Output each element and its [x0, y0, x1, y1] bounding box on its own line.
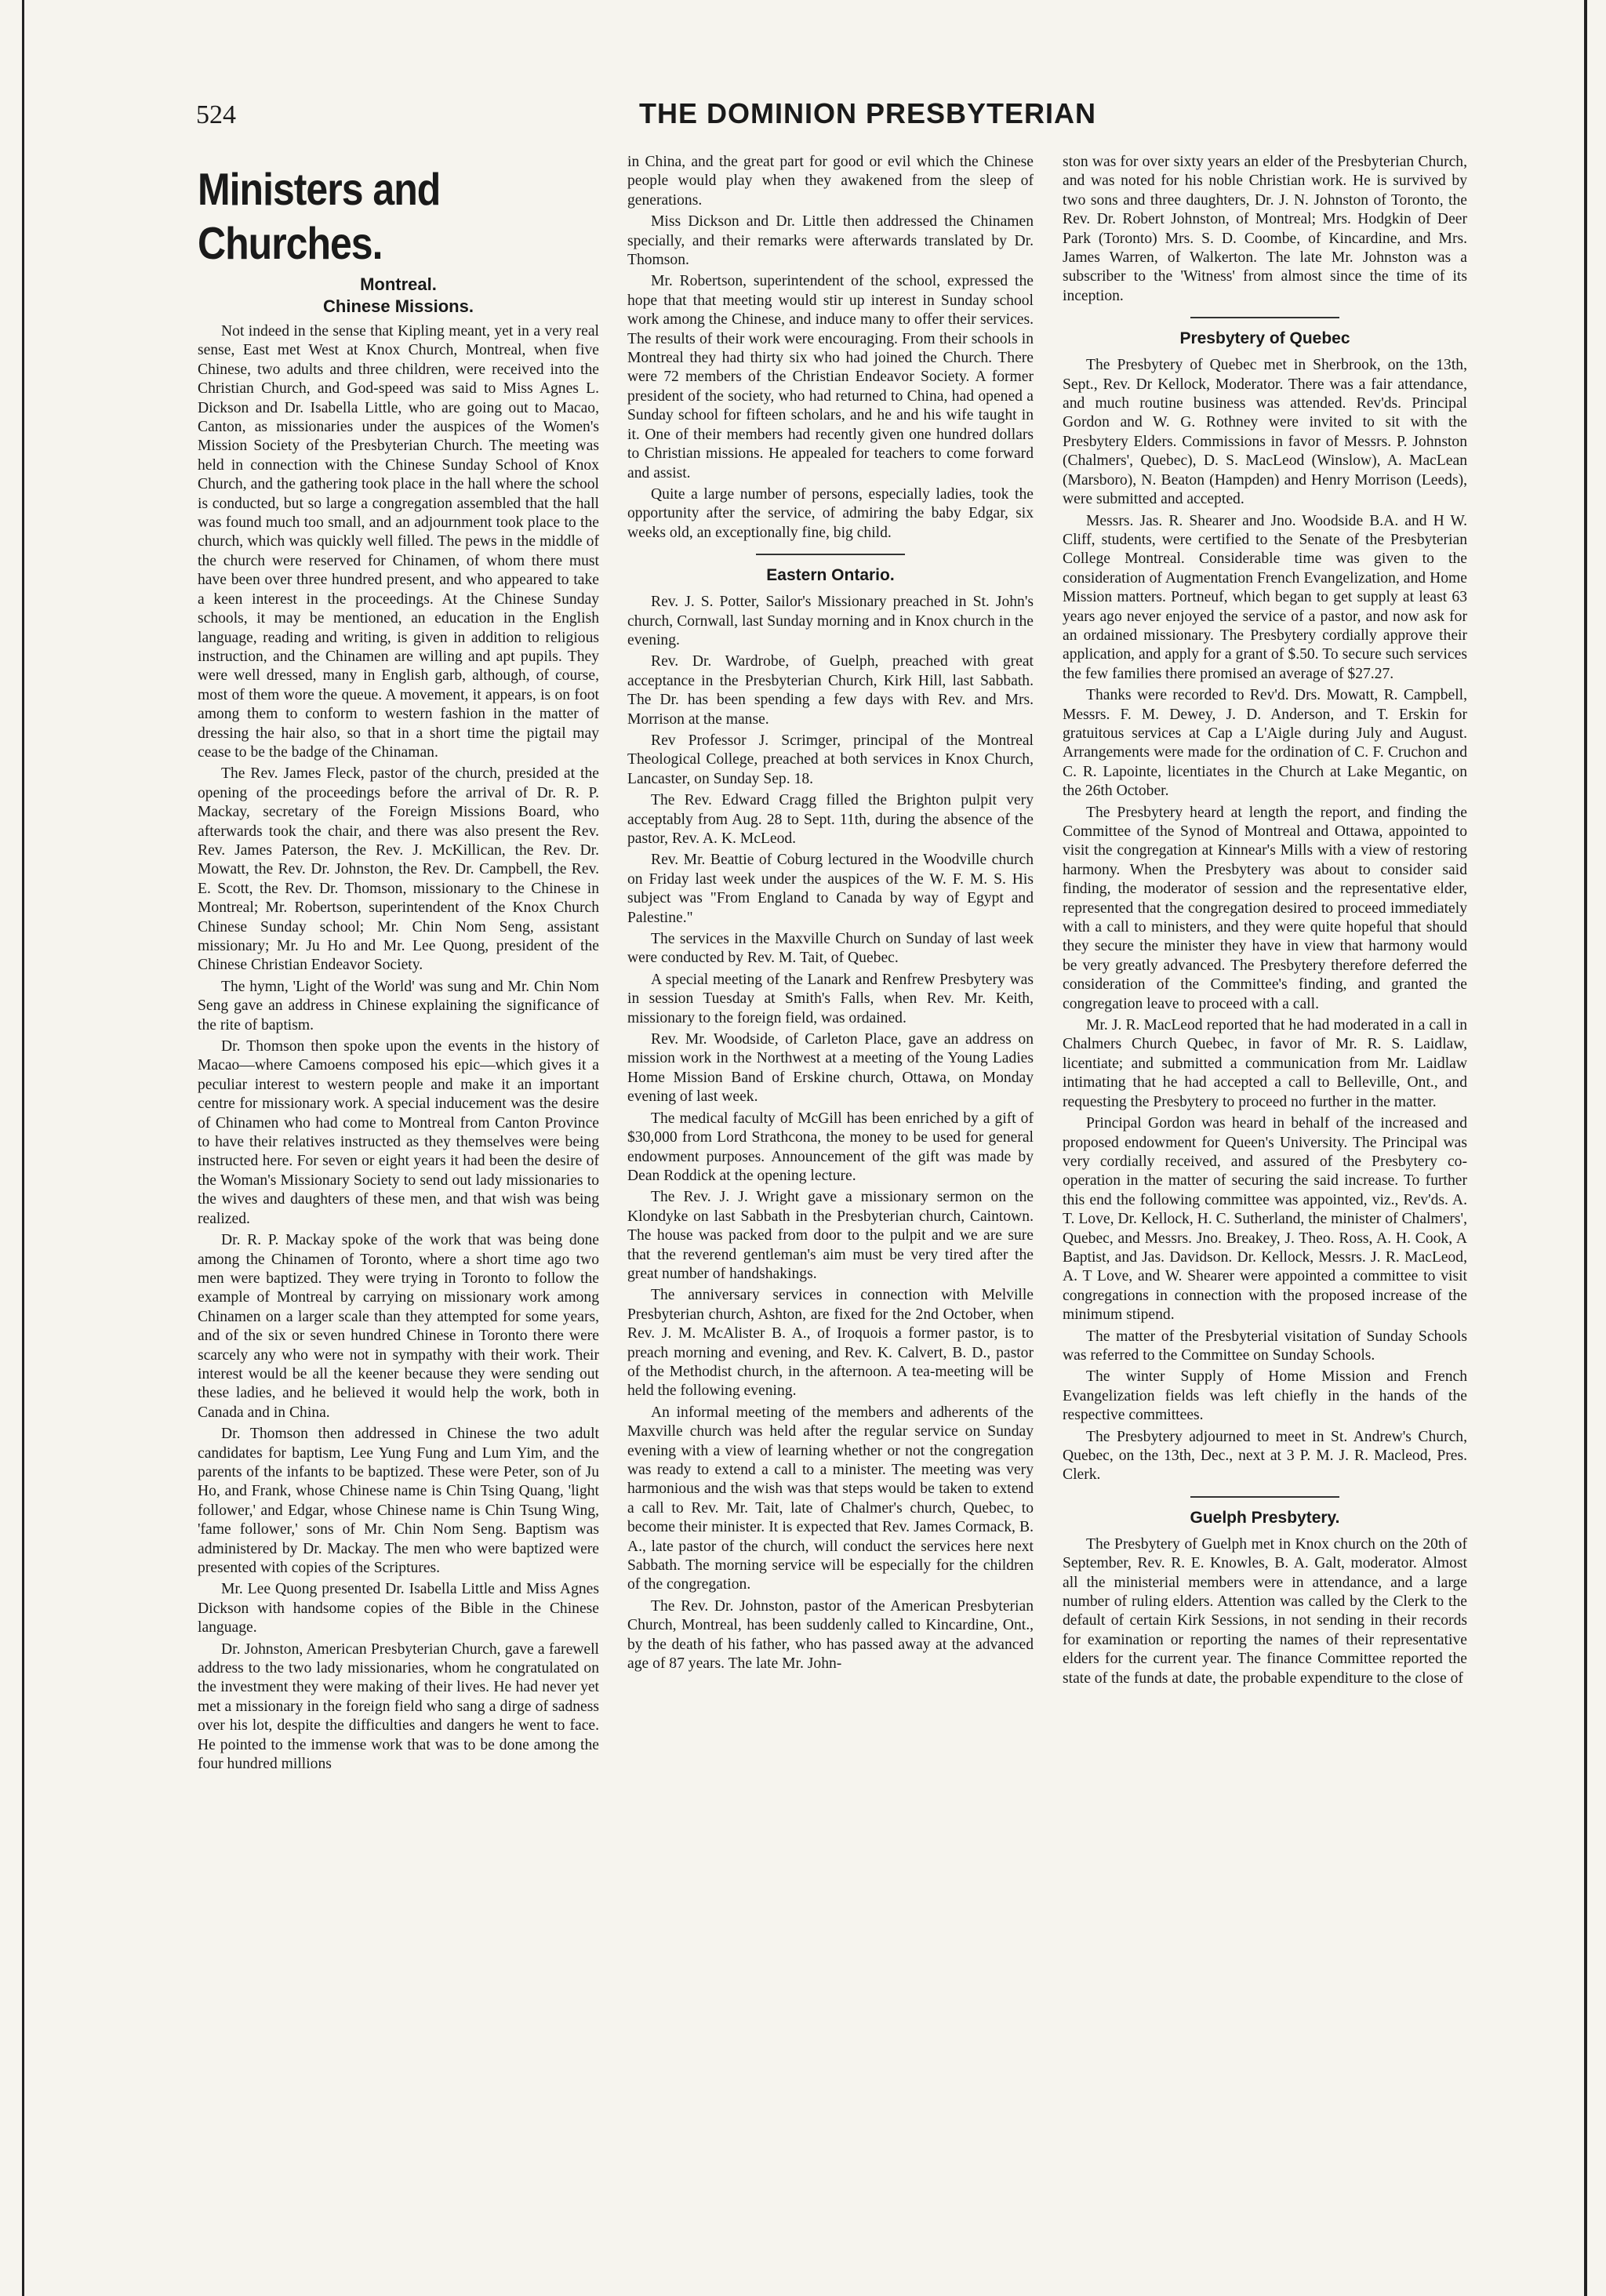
paragraph: Thanks were recorded to Rev'd. Drs. Mowatt, R. Campbell, Messrs. F. M. Dewey, J. D. Anderson, and T. Erskin for gratuitous services at Cap a L'Aigle during July and August. Arrangements were made for the ordination of C. F. Cruchon and C. R. Lapointe, licentiates in the Church at Lake Megantic, on the 26th October.: [1063, 687, 1467, 800]
paragraph: The Rev. James Fleck, pastor of the church, presided at the opening of the proceedings before the arrival of Dr. R. P. Mackay, secretary of the Foreign Missions Board, who afterwards took the chair, and there was also present the Rev. Rev. James Paterson, the Rev. J. McKillican, the Rev. Dr. Mowatt, the Rev. Dr. Johnston, the Rev. Dr. Campbell, the Rev. E. Scott, the Rev. Dr. Thomson, missionary to the Chinese in Montreal; Mr. Robertson, superintendent of the Knox Church Chinese Sunday school; Mr. Chin Nom Seng, assistant missionary; Mr. Ju Ho and Mr. Lee Quong, president of the Chinese Christian Endeavor Society.: [198, 765, 599, 974]
column-3: [1063, 153, 1467, 1691]
paragraph: The winter Supply of Home Mission and French Evangelization fields was left chiefly in the hands of the respective committees.: [1063, 1368, 1467, 1424]
section-divider: [1190, 317, 1339, 318]
section-divider: [1190, 1496, 1339, 1498]
journal-title: THE DOMINION PRESBYTERIAN: [639, 97, 1097, 129]
section-heading-presbytery-of-quebec: Presbytery of Quebec: [1179, 329, 1350, 348]
paragraph: The Rev. J. J. Wright gave a missionary sermon on the Klondyke on last Sabbath in the Presbyterian church, Caintown. The house was packed from door to the pulpit and we are sure that the reverend gentleman's aim must be very tired after the great number of handshakings.: [627, 1189, 1034, 1282]
paragraph: Dr. Thomson then spoke upon the events in the history of Macao—where Camoens composed his epic—which gives it a peculiar interest to western people and make it an important centre for missionary work. A special inducement was the desire of Chinamen who had come to Montreal from Canton Province to have their relatives instructed as they themselves were being instructed here. For seven or eight years it had been the desire of the Woman's Missionary Society to send out lady missionaries to the wives and daughters of these men, and that wish was being realized.: [198, 1038, 599, 1227]
paragraph: The Rev. Edward Cragg filled the Brighton pulpit very acceptably from Aug. 28 to Sept. 11th, during the absence of the pastor, Rev. A. K. McLeod.: [627, 792, 1034, 847]
paragraph: Rev. Mr. Beattie of Coburg lectured in the Woodville church on Friday last week under the auspices of the W. F. M. S. His subject was "From England to Canada by way of Egypt and Palestine.": [627, 852, 1034, 926]
paragraph: The medical faculty of McGill has been enriched by a gift of $30,000 from Lord Strathcona, the money to be used for general endowment purposes. Announcement of the gift was made by Dean Roddick at the opening lecture.: [627, 1110, 1034, 1184]
paragraph: Mr. J. R. MacLeod reported that he had moderated in a call in Chalmers Church Quebec, in favor of Mr. R. S. Laidlaw, licentiate; and submitted a communication from Mr. Laidlaw intimating that he had accepted a call to Belleville, Ont., and requesting the Presbytery to proceed no further in the matter.: [1063, 1017, 1467, 1110]
paragraph: The anniversary services in connection with Melville Presbyterian church, Ashton, are fixed for the 2nd October, when Rev. J. M. McAlister B. A., of Iroquois a former pastor, is to preach morning and evening, and Rev. K. Calvert, B. D., pastor of the Methodist church, in the afternoon. A tea-meeting will be held the following evening.: [627, 1287, 1034, 1400]
paragraph: The hymn, 'Light of the World' was sung and Mr. Chin Nom Seng gave an address in Chinese explaining the significance of the rite of baptism.: [198, 978, 599, 1034]
paragraph: Dr. Johnston, American Presbyterian Church, gave a farewell address to the two lady missionaries, whom he congratulated on the investment they were making of their lives. He had never yet met a missionary in the foreign field who sang a dirge of sadness over his lot, despite the difficulties and dangers he went to face. He pointed to the immense work that was to be done among the four hundred millions: [198, 1640, 599, 1773]
paragraph: Dr. Thomson then addressed in Chinese the two adult candidates for baptism, Lee Yung Fung and Lum Yim, and the parents of the infants to be baptized. These were Peter, son of Ju Ho, and Frank, whose Chinese name is Chin Tsing Quang, 'light follower,' and Edgar, whose Chinese name is Chin Tsung Wing, 'fame follower,' sons of Mr. Chin Nom Seng. Baptism was administered by Dr. Mackay. The men who were baptized were presented with copies of the Scriptures.: [198, 1426, 599, 1576]
paragraph: Rev. Mr. Woodside, of Carleton Place, gave an address on mission work in the Northwest at a meeting of the Young Ladies Home Mission Band of Erskine church, Ottawa, on Monday evening of last week.: [627, 1031, 1034, 1106]
column-1: [198, 153, 599, 1776]
column-2: [627, 153, 1034, 1676]
paragraph: The matter of the Presbyterial visitation of Sunday Schools was referred to the Committee on Sunday Schools.: [1063, 1328, 1467, 1364]
paragraph: Dr. R. P. Mackay spoke of the work that was being done among the Chinamen of Toronto, where a short time ago two men were baptized. They were trying in Toronto to follow the example of Montreal by carrying on missionary work among Chinamen on a larger scale than they attempted for some years, and of the six or seven hundred Chinese in Toronto there were scarcely any who were not in sympathy with their work. Their interest would be all the keener because they were sending out these ladies, and he believed it would help the work, both in Canada and in China.: [198, 1232, 599, 1421]
paragraph: Mr. Lee Quong presented Dr. Isabella Little and Miss Agnes Dickson with handsome copies of the Bible in the Chinese language.: [198, 1581, 599, 1637]
paragraph: The Rev. Dr. Johnston, pastor of the American Presbyterian Church, Montreal, has been suddenly called to Kincardine, Ont., by the death of his father, who has passed away at the advanced age of 87 years. The late Mr. John-: [627, 1597, 1034, 1673]
paragraph: An informal meeting of the members and adherents of the Maxville church was held after the regular service on Sunday evening with a view of learning whether or not the congregation was ready to extend a call to a minister. The meeting was very harmonious and the wish was that steps would be taken to extend a call to Rev. Mr. Tait, late of Chalmer's church, Quebec, to become their minister. It is expected that Rev. James Cormack, B. A., late pastor of the church, will conduct the services here next Sabbath. The morning service will be especially for the children of the congregation.: [627, 1404, 1034, 1593]
paragraph: Not indeed in the sense that Kipling meant, yet in a very real sense, East met West at Knox Church, Montreal, when five Chinese, two adults and three children, were received into the Christian Church, and God-speed was said to Miss Agnes L. Dickson and Dr. Isabella Little, who are going out to Macao, Canton, as missionaries under the auspices of the Women's Mission Society of the Presbyterian Church. The meeting was held in connection with the Chinese Sunday School of Knox Church, and the gathering took place in the hall where the school is conducted, but so large a congregation assembled that the hall was found much too small, and an adjournment took place to the church, which was quickly well filled. The pews in the middle of the church were reserved for Chinamen, of whom there must have been over three hundred present, and who appeared to take a keen interest in the proceedings. At the Chinese Sunday schools, it may be mentioned, an education in the English language, reading and writing, is given in addition to religious instruction, and the Chinamen are willing and apt pupils. They were well dressed, many in English garb, although, of course, most of them wore the queue. A movement, it appears, is on foot among them to conform to western fashion in the matter of dressing the hair also, so that in a short time the pigtail may cease to be the badge of the Chinaman.: [198, 323, 599, 761]
paragraph: Rev. J. S. Potter, Sailor's Missionary preached in St. John's church, Cornwall, last Sunday morning and in Knox church in the evening.: [627, 594, 1034, 648]
city-heading: Montreal.: [360, 274, 437, 294]
paragraph: The services in the Maxville Church on Sunday of last week were conducted by Rev. M. Tait, of Quebec.: [627, 931, 1034, 967]
paragraph: ston was for over sixty years an elder of the Presbyterian Church, and was noted for his noble Christian work. He is survived by two sons and three daughters, Dr. J. N. Johnston of Toronto, the Rev. Dr. Robert Johnston, of Montreal; Mrs. Hodgkin of Deer Park (Toronto) Mrs. S. D. Coombe, of Kincardine, and Mrs. James Warren, of Walkerton. The late Mr. Johnston was a subscriber to the 'Witness' from almost since the time of its inception.: [1063, 154, 1467, 304]
article-subtitle: Chinese Missions.: [323, 296, 474, 316]
section-divider: [756, 554, 905, 555]
paragraph: Messrs. Jas. R. Shearer and Jno. Woodside B.A. and H W. Cliff, students, were certified to the Senate of the Presbyterian College Montreal. Considerable time was given to the consideration of Augmentation French Evangelization, and Home Mission matters. Portneuf, which began to get supply at least 63 years ago never enjoyed the service of a pastor, and now ask for an ordained missionary. The Presbytery cordially approve their application, and apply for a grant of $.50. To secure such services the few families there promised an average of $27.27.: [1063, 512, 1467, 682]
paragraph: Rev Professor J. Scrimger, principal of the Montreal Theological College, preached at both services in Knox Church, Lancaster, on Sunday Sep. 18.: [627, 732, 1034, 787]
section-heading-eastern-ontario: Eastern Ontario.: [766, 566, 895, 585]
paragraph: Principal Gordon was heard in behalf of the increased and proposed endowment for Queen's University. The Principal was very cordially received, and assured of the Presbytery co-operation in the matter of securing the said increase. To further this end the following committee was appointed, viz., Rev'ds. A. T. Love, Dr. Kellock, H. C. Sutherland, the minister of Chalmers', Quebec, and Messrs. Jno. Breakey, J. Theo. Ross, A. H. Cook, A Baptist, and Jas. Davidson. Dr. Kellock, Messrs. J. R. MacLeod, A. T Love, and W. Shearer were appointed a committee to visit congregations in connection with the proposed increase of the minimum stipend.: [1063, 1115, 1467, 1324]
section-title: Ministers and Churches.: [198, 164, 441, 269]
paragraph: Quite a large number of persons, especially ladies, took the opportunity after the service, of admiring the baby Edgar, six weeks old, an exceptionally fine, big child.: [627, 485, 1034, 541]
paragraph: Rev. Dr. Wardrobe, of Guelph, preached with great acceptance in the Presbyterian Church, Kirk Hill, last Sabbath. The Dr. has been spending a few days with Rev. and Mrs. Morrison at the manse.: [627, 653, 1034, 728]
section-heading-guelph-presbytery: Guelph Presbytery.: [1190, 1508, 1340, 1527]
paragraph: in China, and the great part for good or evil which the Chinese people would play when they awakened from the sleep of generations.: [627, 154, 1034, 209]
paragraph: The Presbytery of Quebec met in Sherbrook, on the 13th, Sept., Rev. Dr Kellock, Moderator. There was a fair attendance, and much routine business was attended. Rev'ds. Principal Gordon and W. G. Rothney were invited to sit with the Presbytery Elders. Commissions in favor of Messrs. P. Johnston (Chalmers', Quebec), D. S. MacLeod (Winslow), A. MacLean (Marsboro), N. Beaton (Hampden) and Henry Morrison (Leeds), were submitted and accepted.: [1063, 357, 1467, 508]
paragraph: A special meeting of the Lanark and Renfrew Presbytery was in session Tuesday at Smith's Falls, when Rev. Mr. Keith, missionary to the foreign field, was ordained.: [627, 971, 1034, 1026]
page-number: 524: [196, 100, 236, 129]
paragraph: The Presbytery heard at length the report, and finding the Committee of the Synod of Montreal and Ottawa, appointed to visit the congregation at Kinnear's Mills with a view of restoring harmony. When the Presbytery was about to consider said finding, the moderator of session and the representative elder, represented that the congregation desired to proceed immediately with a call to ministers, and they were quite hopeful that should they secure the minister they have in view that harmony would be very greatly advanced. The Presbytery therefore deferred the consideration of the Committee's finding, and granted the congregation leave to proceed with a call.: [1063, 804, 1467, 1012]
paragraph: The Presbytery of Guelph met in Knox church on the 20th of September, Rev. R. E. Knowles, B. A. Galt, moderator. Almost all the ministerial members were in attendance, and a large number of ruling elders. Attention was called by the Clerk to the default of certain Kirk Sessions, in not sending in their records for examination or reporting the names of their representative elders for the current year. The finance Committee reported the state of the funds at date, the probable expenditure to the close of: [1063, 1535, 1467, 1687]
paragraph: The Presbytery adjourned to meet in St. Andrew's Church, Quebec, on the 13th, Dec., next at 3 P. M. J. R. Macleod, Pres. Clerk.: [1063, 1428, 1467, 1484]
paragraph: Mr. Robertson, superintendent of the school, expressed the hope that that meeting would stir up interest in Sunday school work among the Chinese, and induce many to offer their services. The results of their work were encouraging. From their schools in Montreal they had thirty six who had joined the Church. There were 72 members of the Christian Endeavor Society. A former president of the society, who had returned to China, had opened a Sunday school for fifteen scholars, and he and his wife taught in it. One of their members had recently given one hundred dollars to Christian missions. He appealed for teachers to come forward and assist.: [627, 273, 1034, 481]
scan-edge-left: [22, 0, 24, 2296]
paragraph: Miss Dickson and Dr. Little then addressed the Chinamen specially, and their remarks were afterwards translated by Dr. Thomson.: [627, 213, 1034, 269]
scan-edge-right: [1584, 0, 1587, 2296]
